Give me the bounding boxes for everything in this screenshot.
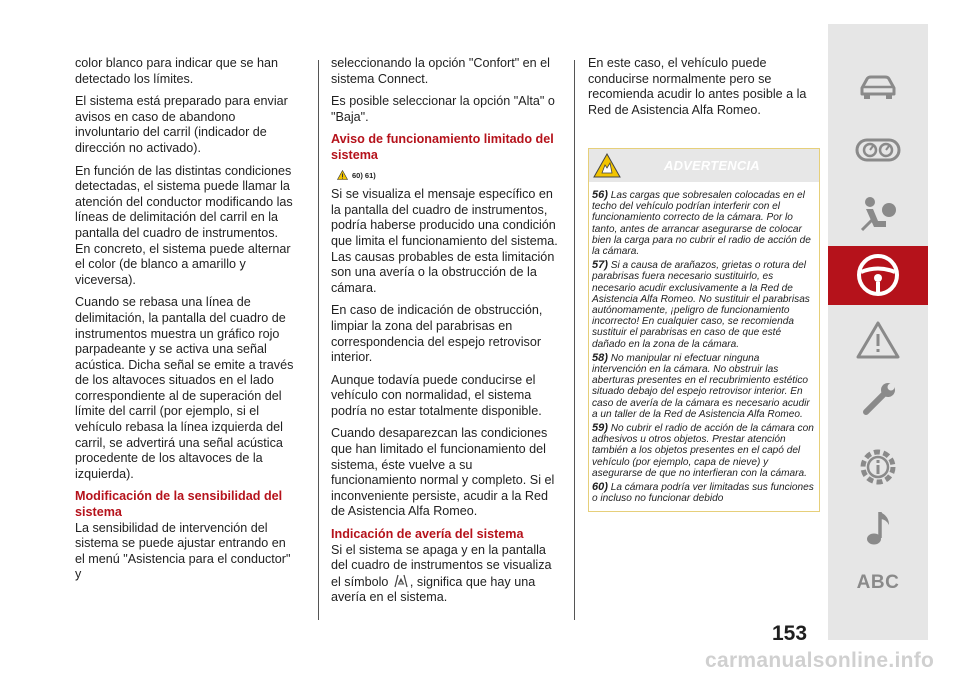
paragraph: Aunque todavía puede conducirse el vehículo con normalidad, el sistema podría no estar totalmente disponible. <box>331 372 542 418</box>
reference-numbers: 60) 61) <box>352 170 376 180</box>
wrench-icon[interactable] <box>828 380 928 420</box>
paragraph: Cuando desaparezcan las condiciones que han limitado el funcionamiento del sistema, éste vuelve a su funcionamiento normal y completo. Si el inconveniente persiste, acudir a la Red de Asistencia Alfa Romeo. <box>331 426 555 519</box>
text-column-1 <box>75 56 295 590</box>
page-number: 153 <box>772 622 808 645</box>
abc-index[interactable]: ABC <box>856 572 900 593</box>
column-divider <box>574 60 575 620</box>
paragraph: color blanco para indicar que se han detectado los límites. <box>75 56 279 86</box>
paragraph: La sensibilidad de intervención del sistema se puede ajustar entrando en el menú "Asistencia para el conductor" y <box>75 520 291 582</box>
warning-box <box>588 148 820 512</box>
music-note-icon[interactable] <box>828 508 928 548</box>
warning-item: 60) La cámara podría ver limitadas sus funciones o incluso no funcionar debido <box>592 481 814 505</box>
paragraph: Es posible seleccionar la opción "Alta" o "Baja". <box>331 94 555 124</box>
paragraph: Si se visualiza el mensaje específico en la pantalla del cuadro de instrumentos, podría haberse producido una condición que limita el funcionamiento del sistema. Las causas probables de esta limitación son una avería o la obstrucción de la cámara. <box>331 187 558 295</box>
paragraph: Cuando se rebasa una línea de delimitación, la pantalla del cuadro de instrumentos muestra un gráfico rojo parpadeante y se activa una señal acústica. Dicha señal se emite a través de los altavoces situados en el lado correspondiente al de superación del límite del carril (por ejemplo, si el vehículo rebasa la línea izquierda del carril, se advertirá una señal acústica procedente de los altavoces de la izquierda). <box>75 295 294 481</box>
warning-item: 58) No manipular ni efectuar ninguna intervención en la cámara. No obstruir las aberturas presentes en el recubrimiento estético situado debajo del espejo retrovisor interior. En caso de avería de la cámara es necesario acudir a un taller de la Red de Asistencia Alfa Romeo. <box>592 351 810 420</box>
warning-hand-icon <box>593 153 621 178</box>
warning-title: ADVERTENCIA <box>664 158 760 173</box>
paragraph: En función de las distintas condiciones detectadas, el sistema puede llamar la atención del conductor modificando las líneas de delimitación del carril en la pantalla del cuadro de instrumentos. En concreto, el sistema puede alternar el color (de blanco a amarillo y viceversa). <box>75 163 293 287</box>
warning-item: 59) No cubrir el radio de acción de la cámara con adhesivos u otros objetos. Prestar atención también a los objetos presentes en el capó del vehículo (por ejemplo, capa de nieve) y asegurarse de que no interfieran con la cámara. <box>592 422 814 479</box>
paragraph: El sistema está preparado para enviar avisos en caso de abandono involuntario del carril (indicador de dirección no activado). <box>75 94 288 155</box>
warning-item: 57) Si a causa de arañazos, grietas o rotura del parabrisas fuera necesario sustituirlo, es necesario acudir exclusivamente a la Red de Asistencia Alfa Romeo. No sustituir el parabrisas autónomamente, ¡peligro de funcionamiento incorrecto! En cualquier caso, se recomienda sustituir el parabrisas en caso de que esté dañado en la zona de la cámara. <box>592 259 810 350</box>
car-icon[interactable] <box>828 72 928 102</box>
warning-item: 56) Las cargas que sobresalen colocadas en el techo del vehículo podrían interferir con el funcionamiento correcto de la cámara. Por lo tanto, antes de arrancar asegurarse de colocar bien la carga para no cubrir el radio de acción de la cámara. <box>592 189 811 258</box>
warning-references <box>337 168 561 184</box>
paragraph: En este caso, el vehículo puede conducirse normalmente pero se recomienda acudir lo antes posible a la Red de Asistencia Alfa Romeo. <box>588 56 807 117</box>
warning-body <box>589 182 819 511</box>
text-column-2 <box>331 56 561 613</box>
warning-triangle-icon[interactable] <box>828 320 928 360</box>
warning-header <box>589 149 819 182</box>
settings-gear-icon[interactable] <box>828 446 928 488</box>
section-heading: Indicación de avería del sistema <box>331 527 524 542</box>
paragraph: En caso de indicación de obstrucción, limpiar la zona del parabrisas en correspondencia del espejo retrovisor interior. <box>331 303 543 365</box>
section-heading: Aviso de funcionamiento limitado del sistema <box>331 132 554 162</box>
paragraph: seleccionando la opción "Confort" en el sistema Connect. <box>331 56 550 86</box>
paragraph: Si el sistema se apaga y en la pantalla del cuadro de instrumentos se visualiza el símbolo , significa que hay una avería en el sistema. <box>331 542 552 605</box>
airbag-icon[interactable] <box>828 194 928 234</box>
section-heading: Modificación de la sensibilidad del sistema <box>75 489 283 520</box>
chapter-sidebar <box>828 24 928 640</box>
column-divider <box>318 60 319 620</box>
warning-triangle-icon <box>337 170 348 180</box>
watermark: carmanualsonline.info <box>705 649 935 672</box>
dashboard-icon[interactable] <box>828 137 928 163</box>
lane-assist-fault-icon <box>392 574 410 588</box>
text-column-3 <box>588 56 820 125</box>
steering-wheel-icon[interactable] <box>828 252 928 298</box>
